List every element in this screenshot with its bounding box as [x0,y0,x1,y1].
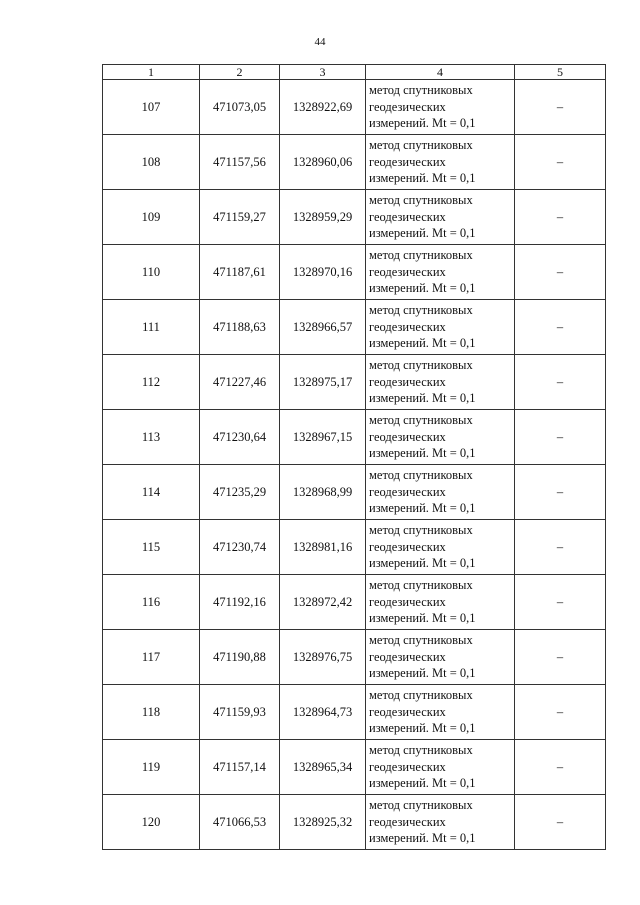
table-row [103,465,606,520]
coordinate-x-cell: 471190,88 [200,630,280,685]
method-line: метод спутниковых [369,633,473,647]
note-cell: – [515,410,606,465]
method-line: измерений. Mt = 0,1 [369,611,476,625]
method-cell [366,135,515,190]
coordinate-y-cell: 1328960,06 [280,135,366,190]
method-cell [366,795,515,850]
method-line: измерений. Mt = 0,1 [369,831,476,845]
table-row [103,80,606,135]
method-cell [366,190,515,245]
method-line: измерений. Mt = 0,1 [369,171,476,185]
method-line: метод спутниковых [369,578,473,592]
coordinate-y-cell: 1328976,75 [280,630,366,685]
column-header-2: 2 [200,65,280,80]
note-cell: – [515,80,606,135]
coordinate-x-cell: 471073,05 [200,80,280,135]
note-cell: – [515,520,606,575]
table-header-row [103,65,606,80]
method-line: геодезических [369,429,446,444]
method-line: измерений. Mt = 0,1 [369,281,476,295]
column-header-4: 4 [366,65,515,80]
method-line: измерений. Mt = 0,1 [369,666,476,680]
method-line: метод спутниковых [369,248,473,262]
coordinate-y-cell: 1328981,16 [280,520,366,575]
note-cell: – [515,300,606,355]
coordinate-x-cell: 471235,29 [200,465,280,520]
method-line: геодезических [369,374,446,389]
note-cell: – [515,190,606,245]
method-line: метод спутниковых [369,413,473,427]
method-line: геодезических [369,759,446,774]
point-number-cell: 107 [103,80,200,135]
note-cell: – [515,355,606,410]
method-line: геодезических [369,264,446,279]
coordinate-y-cell: 1328964,73 [280,685,366,740]
point-number-cell: 109 [103,190,200,245]
method-cell [366,410,515,465]
method-line: метод спутниковых [369,303,473,317]
table-row [103,190,606,245]
method-line: измерений. Mt = 0,1 [369,446,476,460]
coordinate-y-cell: 1328968,99 [280,465,366,520]
method-line: измерений. Mt = 0,1 [369,501,476,515]
column-header-3: 3 [280,65,366,80]
coordinate-y-cell: 1328965,34 [280,740,366,795]
coordinates-table [102,64,606,850]
point-number-cell: 118 [103,685,200,740]
method-cell [366,300,515,355]
point-number-cell: 120 [103,795,200,850]
coordinate-y-cell: 1328966,57 [280,300,366,355]
coordinate-x-cell: 471159,27 [200,190,280,245]
method-line: измерений. Mt = 0,1 [369,556,476,570]
coordinate-x-cell: 471192,16 [200,575,280,630]
table-row [103,300,606,355]
point-number-cell: 111 [103,300,200,355]
point-number-cell: 117 [103,630,200,685]
table-row [103,355,606,410]
point-number-cell: 115 [103,520,200,575]
note-cell: – [515,630,606,685]
method-cell [366,575,515,630]
page-number: 44 [314,36,326,48]
method-line: геодезических [369,704,446,719]
note-cell: – [515,245,606,300]
method-line: геодезических [369,99,446,114]
table-row [103,740,606,795]
point-number-cell: 114 [103,465,200,520]
coordinate-y-cell: 1328975,17 [280,355,366,410]
method-cell [366,685,515,740]
method-line: метод спутниковых [369,358,473,372]
table-row [103,685,606,740]
note-cell: – [515,795,606,850]
note-cell: – [515,575,606,630]
coordinate-x-cell: 471188,63 [200,300,280,355]
method-line: метод спутниковых [369,83,473,97]
table-row [103,245,606,300]
table-row [103,135,606,190]
coordinate-x-cell: 471157,14 [200,740,280,795]
method-line: геодезических [369,539,446,554]
method-line: измерений. Mt = 0,1 [369,336,476,350]
point-number-cell: 113 [103,410,200,465]
point-number-cell: 110 [103,245,200,300]
table-body [103,80,606,850]
method-line: измерений. Mt = 0,1 [369,116,476,130]
method-cell [366,520,515,575]
method-line: метод спутниковых [369,743,473,757]
point-number-cell: 119 [103,740,200,795]
method-cell [366,245,515,300]
table-row [103,520,606,575]
method-line: геодезических [369,594,446,609]
coordinate-x-cell: 471187,61 [200,245,280,300]
method-line: метод спутниковых [369,468,473,482]
coordinate-y-cell: 1328959,29 [280,190,366,245]
point-number-cell: 108 [103,135,200,190]
method-cell [366,355,515,410]
coordinate-x-cell: 471230,64 [200,410,280,465]
method-line: геодезических [369,209,446,224]
table-row [103,795,606,850]
point-number-cell: 116 [103,575,200,630]
method-line: измерений. Mt = 0,1 [369,226,476,240]
coordinate-x-cell: 471227,46 [200,355,280,410]
note-cell: – [515,135,606,190]
method-line: геодезических [369,154,446,169]
coordinate-x-cell: 471066,53 [200,795,280,850]
method-line: геодезических [369,814,446,829]
coordinate-x-cell: 471157,56 [200,135,280,190]
method-cell [366,740,515,795]
method-line: метод спутниковых [369,798,473,812]
method-line: геодезических [369,649,446,664]
coordinate-y-cell: 1328925,32 [280,795,366,850]
coordinate-y-cell: 1328970,16 [280,245,366,300]
note-cell: – [515,740,606,795]
method-line: метод спутниковых [369,523,473,537]
method-cell [366,630,515,685]
coordinate-x-cell: 471230,74 [200,520,280,575]
table-row [103,575,606,630]
coordinate-y-cell: 1328967,15 [280,410,366,465]
column-header-5: 5 [515,65,606,80]
column-header-1: 1 [103,65,200,80]
coordinate-y-cell: 1328922,69 [280,80,366,135]
method-line: метод спутниковых [369,193,473,207]
note-cell: – [515,465,606,520]
method-cell [366,80,515,135]
table-row [103,630,606,685]
method-cell [366,465,515,520]
point-number-cell: 112 [103,355,200,410]
method-line: метод спутниковых [369,138,473,152]
table-row [103,410,606,465]
method-line: измерений. Mt = 0,1 [369,391,476,405]
method-line: геодезических [369,484,446,499]
coordinate-y-cell: 1328972,42 [280,575,366,630]
method-line: измерений. Mt = 0,1 [369,721,476,735]
method-line: геодезических [369,319,446,334]
note-cell: – [515,685,606,740]
coordinate-x-cell: 471159,93 [200,685,280,740]
method-line: измерений. Mt = 0,1 [369,776,476,790]
method-line: метод спутниковых [369,688,473,702]
